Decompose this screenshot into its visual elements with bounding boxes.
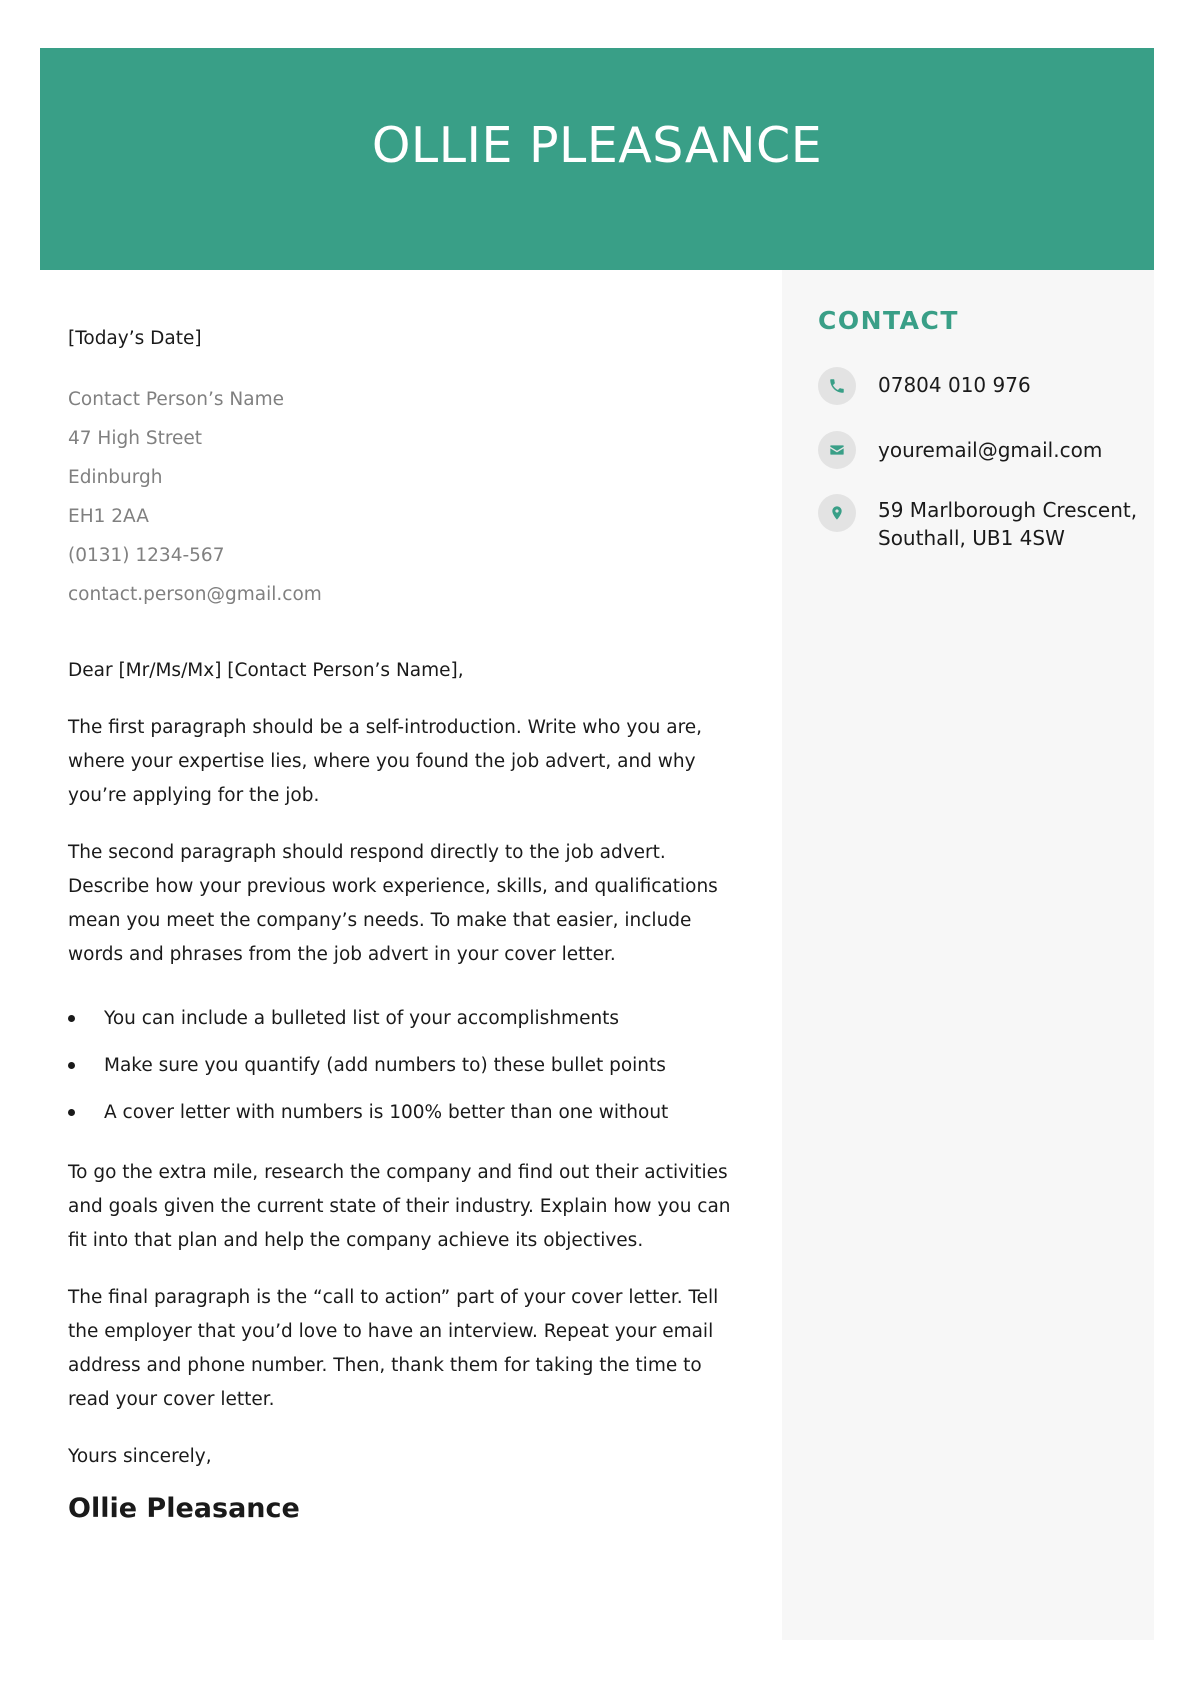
list-item bbox=[68, 1042, 748, 1089]
recipient-city: Edinburgh bbox=[68, 467, 163, 488]
paragraph-experience: The second paragraph should respond directly to the job advert. Describe how your previous work experience, skills, and qualifications mean you meet the company’s needs. To make that easier, include words and phrases from the job advert in your cover letter. bbox=[68, 842, 718, 965]
contact-phone bbox=[818, 367, 1148, 405]
paragraph-call-to-action: The final paragraph is the “call to action” part of your cover letter. Tell the employer that you’d love to have an interview. Repeat your email address and phone number. Then, thank them for taking the time to read your cover letter. bbox=[68, 1287, 719, 1410]
recipient-phone: (0131) 1234-567 bbox=[68, 545, 225, 566]
signature: Ollie Pleasance bbox=[68, 1493, 300, 1524]
contact-heading: CONTACT bbox=[818, 306, 959, 335]
salutation: Dear [Mr/Ms/Mx] [Contact Person’s Name], bbox=[68, 660, 464, 681]
address-line-1: 59 Marlborough Crescent, bbox=[878, 498, 1138, 522]
list-item-text: Make sure you quantify (add numbers to) these bullet points bbox=[104, 1055, 666, 1076]
contact-address bbox=[818, 494, 1148, 552]
paragraph-intro: The first paragraph should be a self-introduction. Write who you are, where your expertise lies, where you found the job advert, and why you’re applying for the job. bbox=[68, 717, 703, 806]
recipient-postcode: EH1 2AA bbox=[68, 506, 149, 527]
bullet-icon bbox=[68, 1062, 75, 1069]
phone-icon bbox=[818, 367, 856, 405]
list-item-text: A cover letter with numbers is 100% better than one without bbox=[104, 1102, 669, 1123]
contact-email bbox=[818, 431, 1148, 469]
list-item bbox=[68, 995, 748, 1042]
recipient-name: Contact Person’s Name bbox=[68, 389, 285, 410]
contact-sidebar bbox=[782, 270, 1154, 1640]
closing: Yours sincerely, bbox=[68, 1446, 212, 1467]
header-banner bbox=[40, 48, 1154, 270]
recipient-block bbox=[68, 380, 748, 614]
list-item-text: You can include a bulleted list of your accomplishments bbox=[104, 1008, 620, 1029]
recipient-street: 47 High Street bbox=[68, 428, 203, 449]
letter-body bbox=[68, 322, 748, 1526]
paragraph-research: To go the extra mile, research the company and find out their activities and goals given the current state of their industry. Explain how you can fit into that plan and help the company achieve its objectives. bbox=[68, 1162, 731, 1251]
phone-number: 07804 010 976 bbox=[878, 373, 1031, 397]
location-pin-icon bbox=[818, 494, 856, 532]
accomplishments-list bbox=[68, 995, 748, 1136]
address-line-2: Southall, UB1 4SW bbox=[878, 526, 1065, 550]
envelope-icon bbox=[818, 431, 856, 469]
recipient-email: contact.person@gmail.com bbox=[68, 584, 322, 605]
bullet-icon bbox=[68, 1109, 75, 1116]
bullet-icon bbox=[68, 1015, 75, 1022]
list-item bbox=[68, 1089, 748, 1136]
postal-address bbox=[878, 494, 1148, 552]
email-address: youremail@gmail.com bbox=[878, 438, 1103, 462]
letter-date: [Today’s Date] bbox=[68, 328, 202, 349]
candidate-name: OLLIE PLEASANCE bbox=[371, 116, 823, 174]
